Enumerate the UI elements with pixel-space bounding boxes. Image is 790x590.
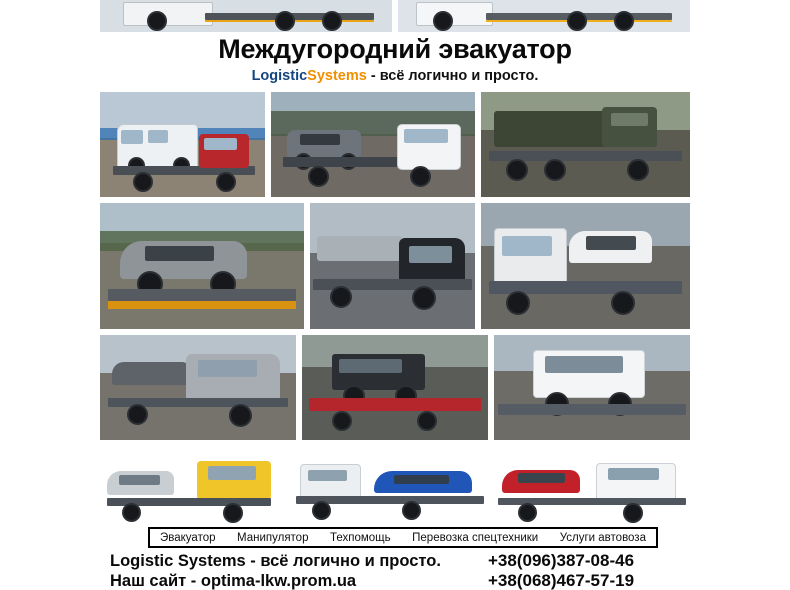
photo-blue-car-on-tow-truck xyxy=(292,446,488,530)
gallery-row xyxy=(100,92,690,197)
website-line: Наш сайт - optima-lkw.prom.ua xyxy=(110,572,357,590)
title-block xyxy=(100,34,690,90)
keyword-evakuator: Эвакуатор xyxy=(160,531,216,544)
phone-column xyxy=(488,551,698,590)
phone-number-primary[interactable]: +38(096)387-08-46 xyxy=(488,551,635,570)
keyword-manipulyator: Манипулятор xyxy=(237,531,309,544)
page-title: Междугородний эвакуатор xyxy=(218,34,572,64)
tagline-text: - всё логично и просто. xyxy=(366,68,539,84)
photo-gwagen-on-flatbed xyxy=(302,335,488,440)
photo-mercedes-coupe-loading xyxy=(100,203,304,329)
phone-number-secondary[interactable]: +38(068)467-57-19 xyxy=(488,571,635,590)
photo-damaged-car-on-tow-truck xyxy=(271,92,475,197)
brand-name-systems: Systems xyxy=(307,68,367,84)
keyword-tehpomosch: Техпомощь xyxy=(329,531,391,544)
service-keyword-bar xyxy=(148,527,658,548)
photo-red-car-on-tow-truck xyxy=(494,446,690,530)
top-photo-strip xyxy=(100,0,690,32)
gallery-row xyxy=(100,446,690,530)
photo-white-car-on-tow-truck xyxy=(481,203,690,329)
gallery-row xyxy=(100,203,690,329)
photo-grey-van-tow-truck xyxy=(100,335,296,440)
company-slogan: Logistic Systems - всё логично и просто. xyxy=(110,552,441,570)
contact-block xyxy=(110,551,690,590)
photo-white-suv-loading xyxy=(494,335,690,440)
tow-truck-white-flatbed-right xyxy=(398,0,690,32)
brand-name-logistic: Logistic xyxy=(251,68,308,84)
keyword-perevozka-spectehniki: Перевозка спецтехники xyxy=(412,531,539,544)
photo-yellow-tow-truck-with-car xyxy=(100,446,286,530)
keyword-uslugi-avtovoza: Услуги автовоза xyxy=(559,531,646,544)
contact-text-column xyxy=(110,551,480,590)
tow-truck-white-flatbed-left xyxy=(100,0,392,32)
photo-gallery xyxy=(100,92,690,536)
photo-military-truck-on-carrier xyxy=(481,92,690,197)
photo-car-carrier-loaded xyxy=(310,203,475,329)
gallery-row xyxy=(100,335,690,440)
brand-tagline xyxy=(100,66,690,86)
photo-van-on-flatbed xyxy=(100,92,265,197)
